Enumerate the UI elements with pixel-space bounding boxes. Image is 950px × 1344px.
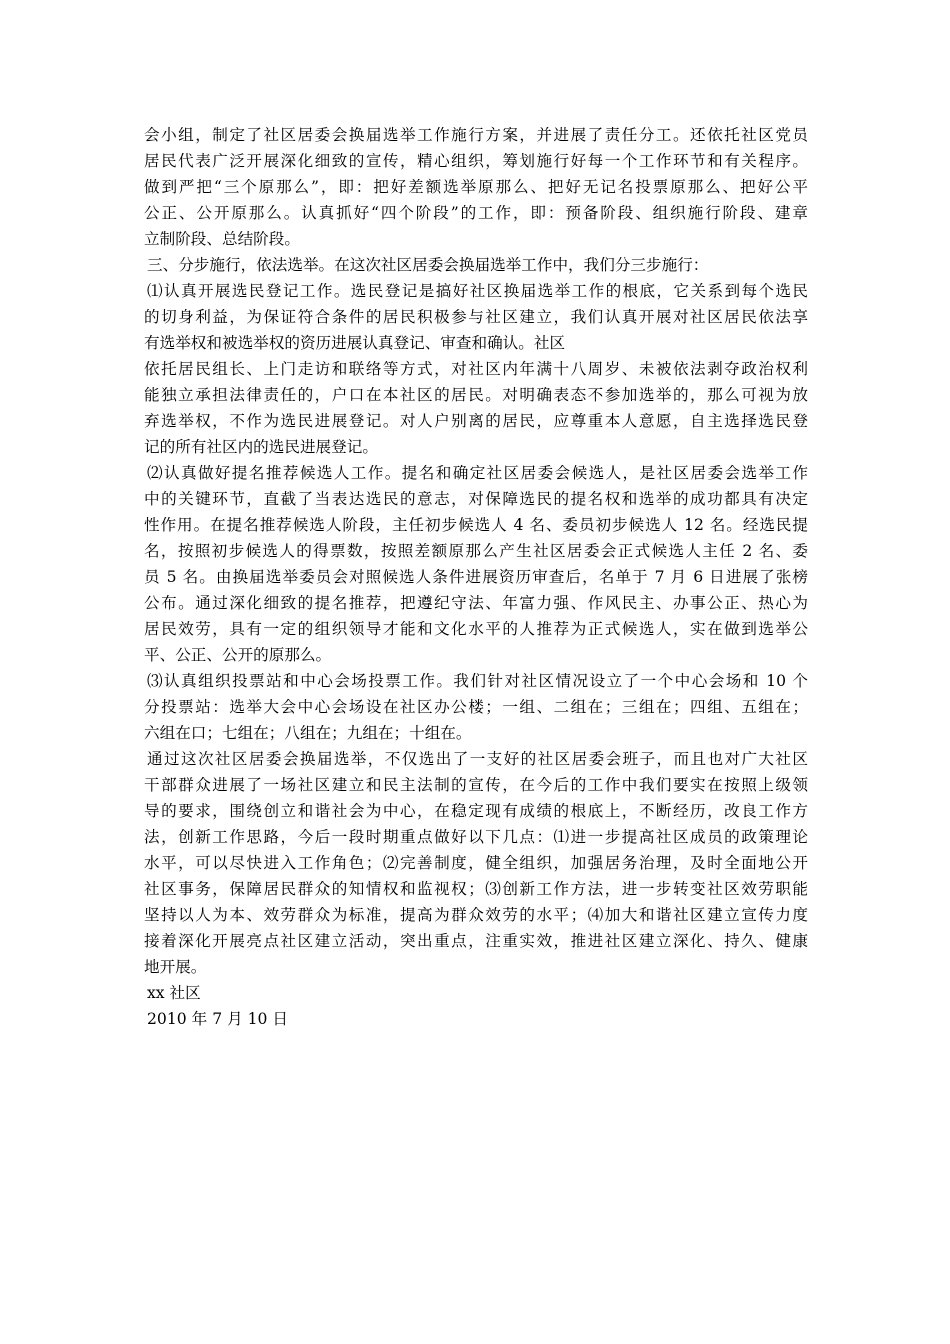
text-line: 立制阶段、总结阶段。 [144, 230, 300, 248]
text-line: 性作用。在提名推荐候选人阶段，主任初步候选人 4 名、委员初步候选人 12 名。经选民提 [144, 516, 808, 534]
text-line: 会小组，制定了社区居委会换届选举工作施行方案，并进展了责任分工。还依托社区党员 [144, 126, 808, 144]
text-line: 名，按照初步候选人的得票数，按照差额原那么产生社区居委会正式候选人主任 2 名、委 [144, 542, 808, 560]
paragraph-section-three-heading [144, 252, 808, 278]
text-line: 记的所有社区内的选民进展登记。 [144, 438, 378, 456]
text-line: 员 5 名。由换届选举委员会对照候选人条件进展资历审查后，名单于 7 月 6 日进展了张榜 [144, 568, 808, 586]
text-line: 中的关键环节，直截了当表达选民的意志，对保障选民的提名权和选举的成功都具有决定 [144, 490, 808, 508]
signature-block [144, 980, 808, 1032]
text-line: 依托居民组长、上门走访和联络等方式，对社区内年满十八周岁、未被依法剥夺政治权利 [144, 360, 808, 378]
text-line: 公正、公开原那么。认真抓好“四个阶段”的工作，即：预备阶段、组织施行阶段、建章 [144, 204, 808, 222]
text-line: 弃选举权，不作为选民进展登记。对人户别离的居民，应尊重本人意愿，自主选择选民登 [144, 412, 808, 430]
text-line: 有选举权和被选举权的资历进展认真登记、审查和确认。社区 [144, 334, 566, 352]
text-line: 居民效劳，具有一定的组织领导才能和文化水平的人推荐为正式候选人，实在做到选举公 [144, 620, 808, 638]
text-line: 分投票站：选举大会中心会场设在社区办公楼；一组、二组在；三组在；四组、五组在； [144, 698, 808, 716]
text-line: 做到严把“三个原那么”，即：把好差额选举原那么、把好无记名投票原那么、把好公平 [144, 178, 808, 196]
text-line: 居民代表广泛开展深化细致的宣传，精心组织，筹划施行好每一个工作环节和有关程序。 [144, 152, 808, 170]
text-line: 水平，可以尽快进入工作角色；⑵完善制度，健全组织，加强居务治理，及时全面地公开 [144, 854, 808, 872]
document-page [144, 122, 808, 1032]
text-line: 干部群众进展了一场社区建立和民主法制的宣传，在今后的工作中我们要实在按照上级领 [144, 776, 808, 794]
text-line: ⑶认真组织投票站和中心会场投票工作。我们针对社区情况设立了一个中心会场和 10 个 [147, 672, 808, 690]
paragraph-registration-methods [144, 356, 808, 460]
signature-date: 2010 年 7 月 10 日 [147, 1010, 289, 1028]
text-line: 三、分步施行，依法选举。在这次社区居委会换届选举工作中，我们分三步施行： [147, 256, 709, 274]
paragraph-candidate-nomination [144, 460, 808, 668]
paragraph-polling-stations [144, 668, 808, 746]
paragraph-voter-registration [144, 278, 808, 356]
paragraph-conclusion [144, 746, 808, 980]
text-line: 导的要求，围绕创立和谐社会为中心，在稳定现有成绩的根底上，不断经历，改良工作方 [144, 802, 808, 820]
signature-org: xx 社区 [147, 984, 201, 1002]
text-line: 平、公正、公开的原那么。 [144, 646, 332, 664]
text-line: 社区事务，保障居民群众的知情权和监视权；⑶创新工作方法，进一步转变社区效劳职能 [144, 880, 808, 898]
text-line: ⑵认真做好提名推荐候选人工作。提名和确定社区居委会候选人，是社区居委会选举工作 [147, 464, 808, 482]
text-line: 公布。通过深化细致的提名推荐，把遵纪守法、年富力强、作风民主、办事公正、热心为 [144, 594, 808, 612]
text-line: 能独立承担法律责任的，户口在本社区的居民。对明确表态不参加选举的，那么可视为放 [144, 386, 808, 404]
text-line: 坚持以人为本、效劳群众为标准，提高为群众效劳的水平；⑷加大和谐社区建立宣传力度 [144, 906, 808, 924]
text-line: 接着深化开展亮点社区建立活动，突出重点，注重实效，推进社区建立深化、持久、健康 [144, 932, 808, 950]
text-line: 通过这次社区居委会换届选举，不仅选出了一支好的社区居委会班子，而且也对广大社区 [147, 750, 808, 768]
text-line: 地开展。 [144, 958, 207, 976]
text-line: 的切身利益，为保证符合条件的居民积极参与社区建立，我们认真开展对社区居民依法享 [144, 308, 808, 326]
text-line: ⑴认真开展选民登记工作。选民登记是搞好社区换届选举工作的根底，它关系到每个选民 [147, 282, 808, 300]
text-line: 六组在口；七组在；八组在；九组在；十组在。 [144, 724, 472, 742]
text-line: 法，创新工作思路，今后一段时期重点做好以下几点：⑴进一步提高社区成员的政策理论 [144, 828, 808, 846]
paragraph-committee-work [144, 122, 808, 252]
